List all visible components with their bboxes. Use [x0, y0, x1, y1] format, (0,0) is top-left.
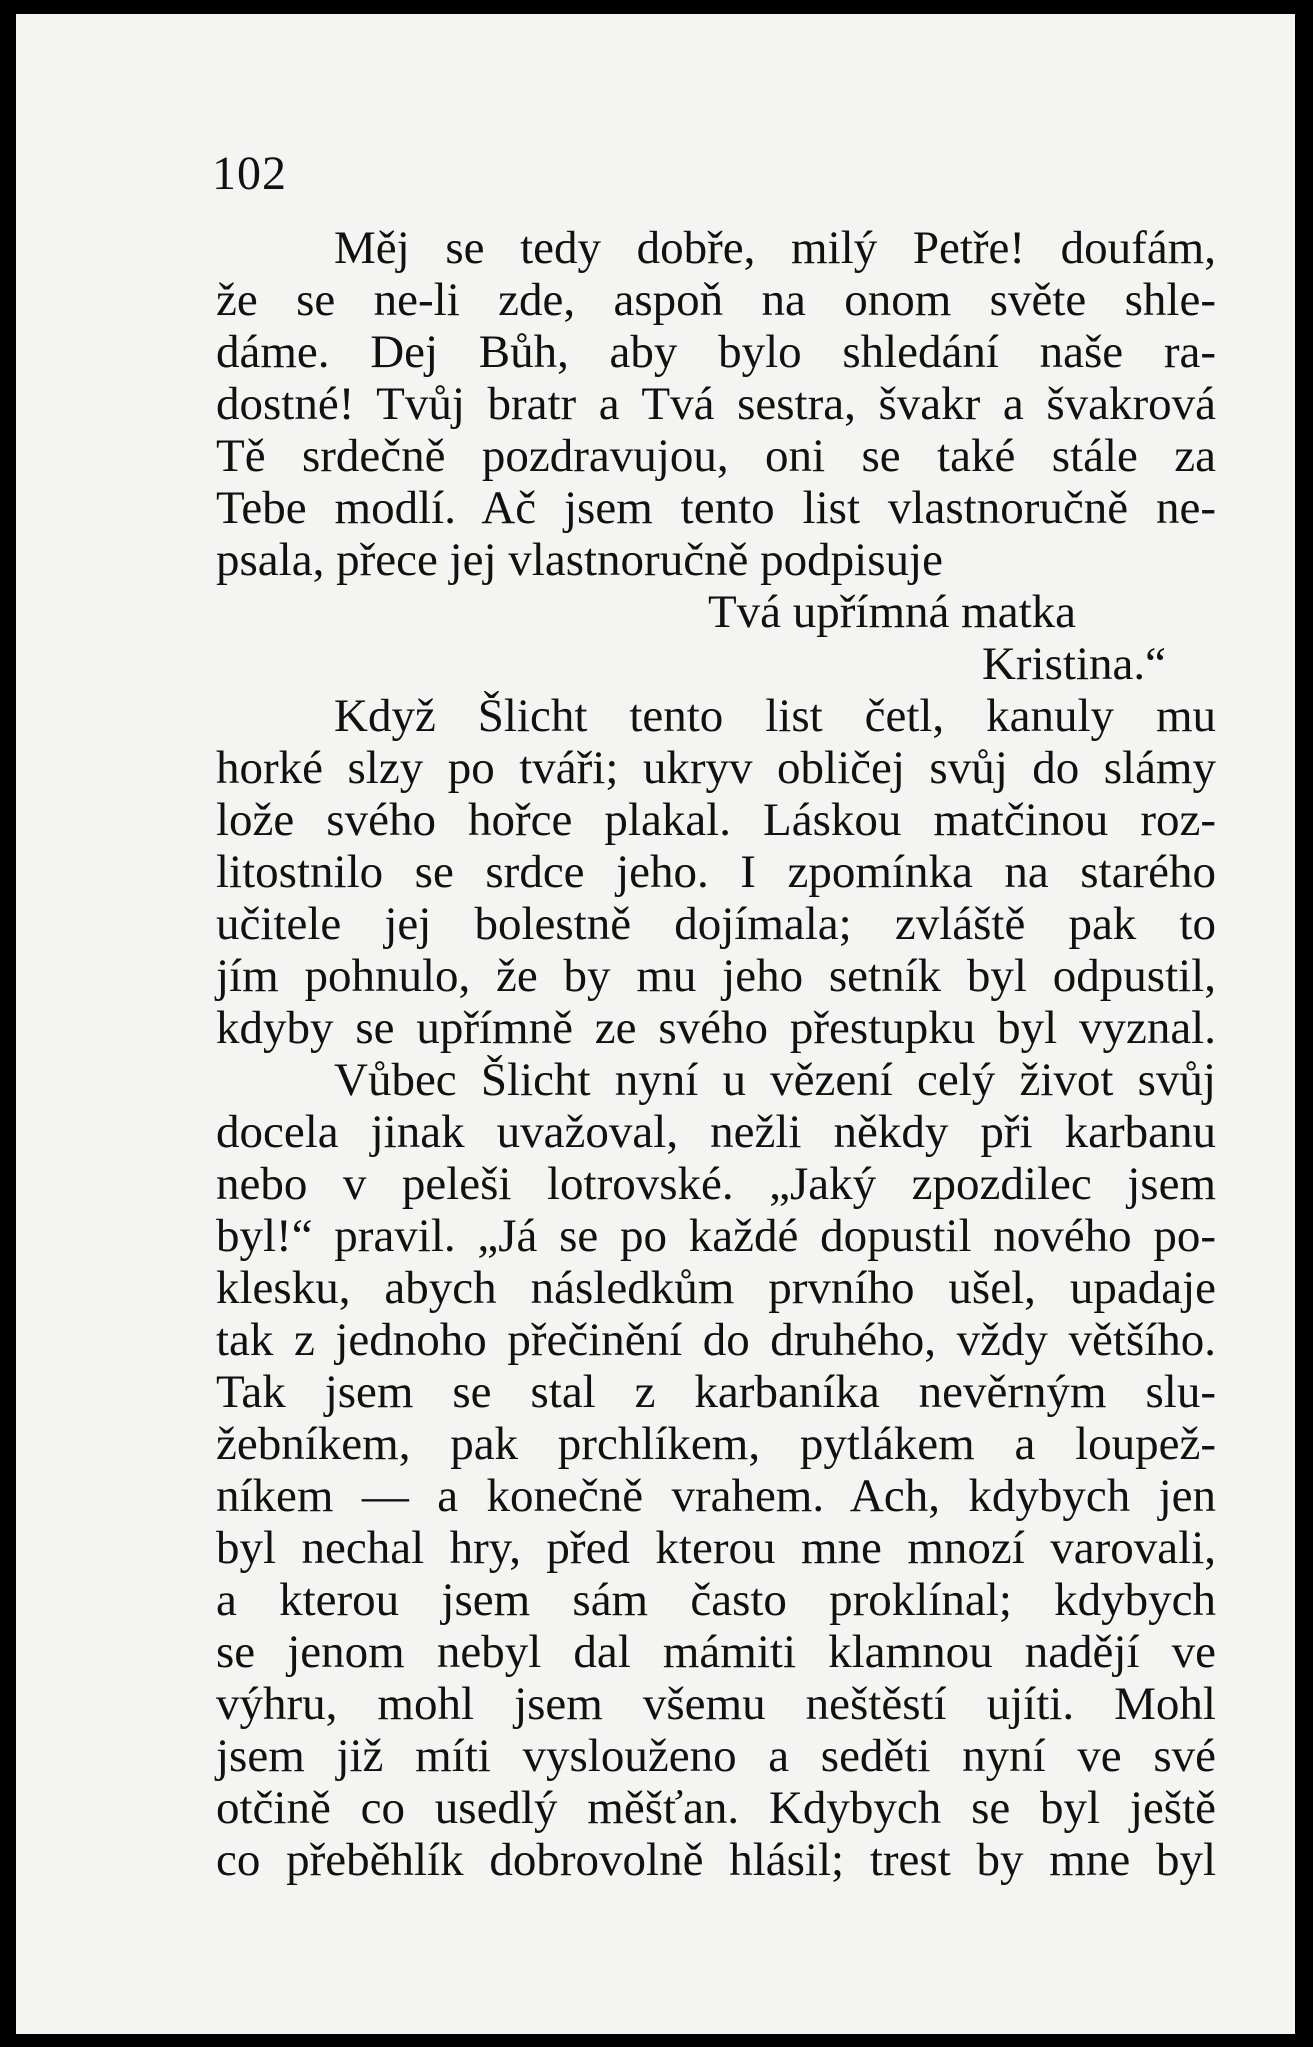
- body-text: [216, 222, 1216, 1886]
- text-line: žebníkem, pak prchlíkem, pytlákem a loupež-: [216, 1418, 1216, 1470]
- text-line: dáme. Dej Bůh, aby bylo shledání naše ra-: [216, 326, 1216, 378]
- text-line: nebo v peleši lotrovské. „Jaký zpozdilec jsem: [216, 1158, 1216, 1210]
- text-line: dostné! Tvůj bratr a Tvá sestra, švakr a švakrová: [216, 378, 1216, 430]
- text-line: Tebe modlí. Ač jsem tento list vlastnoručně ne-: [216, 482, 1216, 534]
- text-line: litostnilo se srdce jeho. I zpomínka na starého: [216, 846, 1216, 898]
- signature-line: Tvá upřímná matka: [707, 586, 1076, 638]
- text-line: horké slzy po tváři; ukryv obličej svůj do slámy: [216, 742, 1216, 794]
- text-line: byl nechal hry, před kterou mne mnozí varovali,: [216, 1522, 1216, 1574]
- text-line: kdyby se upřímně ze svého přestupku byl vyznal.: [216, 1002, 1216, 1054]
- text-line: klesku, abych následkům prvního ušel, upadaje: [216, 1262, 1216, 1314]
- signature-name: Kristina.“: [981, 638, 1166, 690]
- page-number: 102: [212, 147, 287, 200]
- text-line: jsem již míti vyslouženo a seděti nyní ve své: [216, 1730, 1216, 1782]
- book-page: [16, 14, 1295, 2034]
- text-line: Tě srdečně pozdravujou, oni se také stále za: [216, 430, 1216, 482]
- text-line: učitele jej bolestně dojímala; zvláště pak to: [216, 898, 1216, 950]
- text-line: lože svého hořce plakal. Láskou matčinou roz-: [216, 794, 1216, 846]
- text-line: tak z jednoho přečinění do druhého, vždy většího.: [216, 1314, 1216, 1366]
- text-line: a kterou jsem sám často proklínal; kdybych: [216, 1574, 1216, 1626]
- text-line: Vůbec Šlicht nyní u vězení celý život svůj: [334, 1054, 1216, 1106]
- text-line: se jenom nebyl dal mámiti klamnou nadějí ve: [216, 1626, 1216, 1678]
- text-line: níkem — a konečně vrahem. Ach, kdybych jen: [216, 1470, 1216, 1522]
- text-line: otčině co usedlý měšťan. Kdybych se byl ještě: [216, 1782, 1216, 1834]
- text-line: jím pohnulo, že by mu jeho setník byl odpustil,: [216, 950, 1216, 1002]
- text-line: Když Šlicht tento list četl, kanuly mu: [334, 690, 1216, 742]
- text-line: že se ne-li zde, aspoň na onom světe shle-: [216, 274, 1216, 326]
- text-line: byl!“ pravil. „Já se po každé dopustil nového po-: [216, 1210, 1216, 1262]
- text-line: Tak jsem se stal z karbaníka nevěrným slu-: [216, 1366, 1216, 1418]
- text-line: co přeběhlík dobrovolně hlásil; trest by mne byl: [216, 1834, 1216, 1886]
- text-line: psala, přece jej vlastnoručně podpisuje: [216, 534, 943, 586]
- text-line: výhru, mohl jsem všemu neštěstí ujíti. Mohl: [216, 1678, 1216, 1730]
- text-line: docela jinak uvažoval, nežli někdy při karbanu: [216, 1106, 1216, 1158]
- text-line: Měj se tedy dobře, milý Petře! doufám,: [334, 222, 1216, 274]
